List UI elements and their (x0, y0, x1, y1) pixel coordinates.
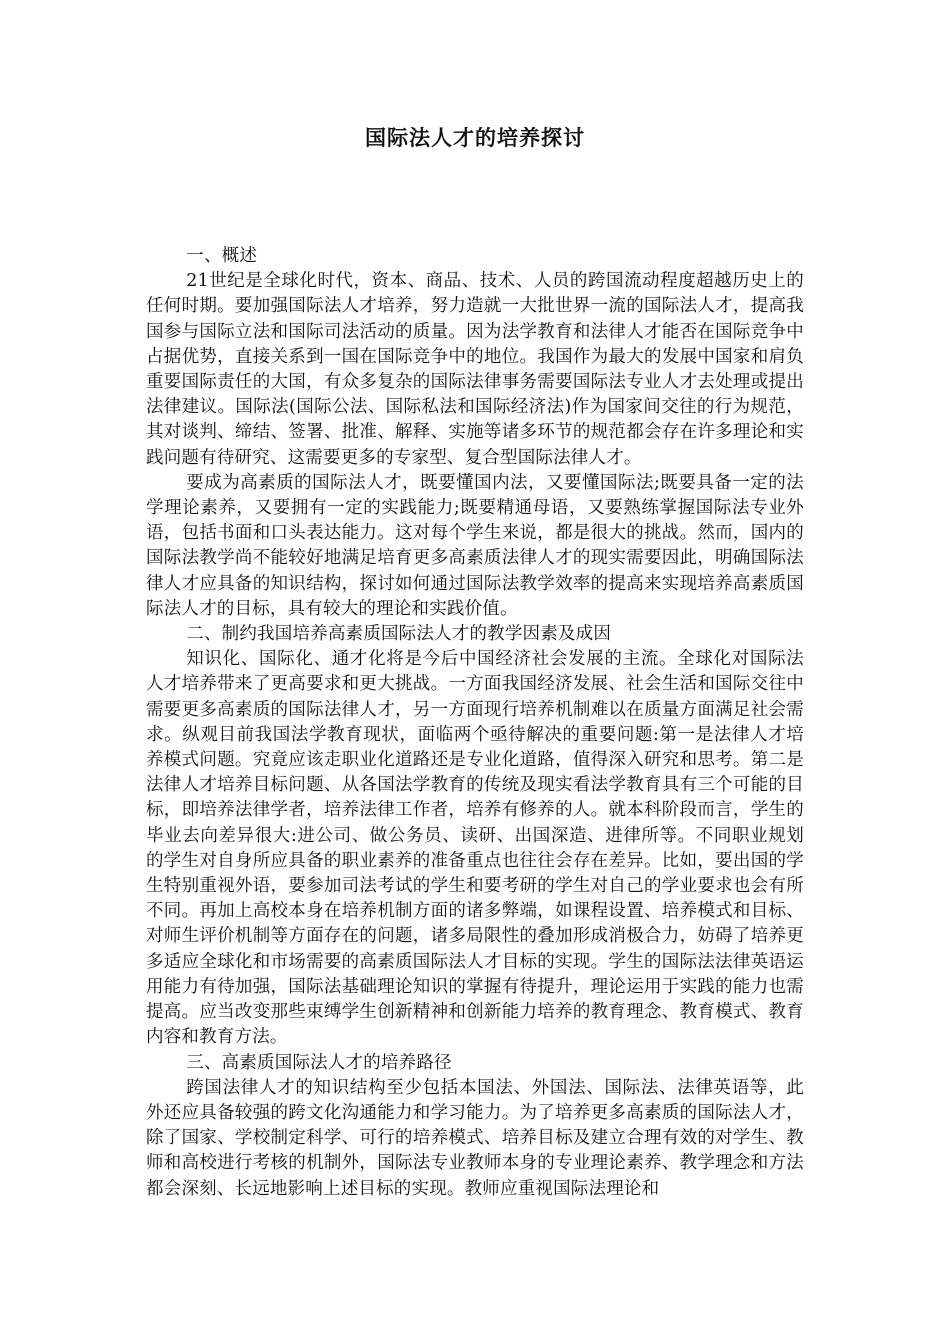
section-heading-factors: 二、制约我国培养高素质国际法人才的教学因素及成因 (186, 624, 612, 645)
document-title: 国际法人才的培养探讨 (365, 125, 585, 150)
section-heading-overview: 一、概述 (186, 246, 258, 266)
paragraph: 21世纪是全球化时代，资本、商品、技术、人员的跨国流动程度超越历史上的任何时期。要加强国际法人才培养，努力造就一大批世界一流的国际法人才，提高我国参与国际立法和国际司法活动的质量。因为法学教育和法律人才能否在国际竞争中占据优势，直接关系到一国在国际竞争中的地位。我国作为最大的发展中国家和肩负重要国际责任的大国，有众多复杂的国际法律事务需要国际法专业人才去处理或提出法律建议。国际法(国际公法、国际私法和国际经济法)作为国家间交往的行为规范，其对谈判、缔结、签署、批准、解释、实施等诸多环节的规范都会存在许多理论和实践问题有待研究、这需要更多的专家型、复合型国际法律人才。 (146, 271, 804, 468)
section-heading-paths: 三、高素质国际法人才的培养路径 (186, 1052, 452, 1073)
paragraph: 要成为高素质的国际法人才，既要懂国内法，又要懂国际法;既要具备一定的法学理论素养，又要拥有一定的实践能力;既要精通母语，又要熟练掌握国际法专业外语，包括书面和口头表达能力。这对每个学生来说，都是很大的挑战。然而，国内的国际法教学尚不能较好地满足培育更多高素质法律人才的现实需要因此，明确国际法律人才应具备的知识结构，探讨如何通过国际法教学效率的提高来实现培养高素质国际法人才的目标，具有较大的理论和实践价值。 (146, 472, 804, 619)
paragraph: 跨国法律人才的知识结构至少包括本国法、外国法、国际法、法律英语等，此外还应具备较强的跨文化沟通能力和学习能力。为了培养更多高素质的国际法人才，除了国家、学校制定科学、可行的培养模式、培养目标及建立合理有效的对学生、教师和高校进行考核的机制外，国际法专业教师本身的专业理论素养、教学理念和方法都会深刻、长远地影响上述目标的实现。教师应重视国际法理论和 (146, 1077, 804, 1199)
document-body (146, 244, 804, 1202)
paragraph: 知识化、国际化、通才化将是今后中国经济社会发展的主流。全球化对国际法人才培养带来了更高要求和更大挑战。一方面我国经济发展、社会生活和国际交往中需要更多高素质的国际法律人才，另一方面现行培养机制难以在质量方面满足社会需求。纵观目前我国法学教育现状，面临两个亟待解决的重要问题:第一是法律人才培养模式问题。究竟应该走职业化道路还是专业化道路，值得深入研究和思考。第二是法律人才培养目标问题、从各国法学教育的传统及现实看法学教育具有三个可能的目标，即培养法律学者，培养法律工作者，培养有修养的人。就本科阶段而言，学生的毕业去向差异很大:进公司、做公务员、读研、出国深造、进律所等。不同职业规划的学生对自身所应具备的职业素养的准备重点也往往会存在差异。比如，要出国的学生特别重视外语，要参加司法考试的学生和要考研的学生对自己的学业要求也会有所不同。再加上高校本身在培养机制方面的诸多弊端，如课程设置、培养模式和目标、对师生评价机制等方面存在的问题，诸多局限性的叠加形成消极合力，妨碍了培养更多适应全球化和市场需要的高素质国际法人才目标的实现。学生的国际法法律英语运用能力有待加强，国际法基础理论知识的掌握有待提升，理论运用于实践的能力也需提高。应当改变那些束缚学生创新精神和创新能力培养的教育理念、教育模式、教育内容和教育方法。 (146, 649, 804, 1048)
